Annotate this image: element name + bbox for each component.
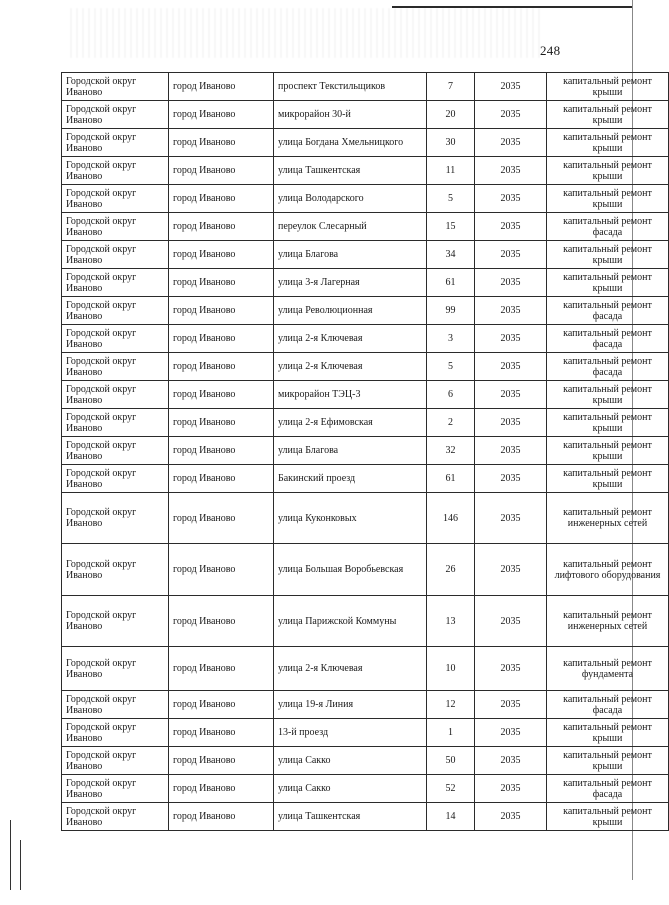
cell-vid-rabot: капитальный ремонт фасада	[547, 297, 669, 325]
cell-gorod: город Иваново	[169, 269, 274, 297]
cell-ulica: улица Сакко	[274, 775, 427, 803]
cell-god: 2035	[475, 241, 547, 269]
cell-god: 2035	[475, 269, 547, 297]
cell-okrug: Городской округ Иваново	[62, 719, 169, 747]
table-row	[62, 185, 669, 213]
cell-okrug: Городской округ Иваново	[62, 409, 169, 437]
cell-dom: 5	[427, 353, 475, 381]
cell-vid-rabot: капитальный ремонт крыши	[547, 381, 669, 409]
cell-vid-rabot: капитальный ремонт фасада	[547, 691, 669, 719]
cell-okrug: Городской округ Иваново	[62, 297, 169, 325]
cell-dom: 32	[427, 437, 475, 465]
cell-okrug: Городской округ Иваново	[62, 129, 169, 157]
cell-ulica: улица Парижской Коммуны	[274, 596, 427, 647]
cell-ulica: улица Ташкентская	[274, 157, 427, 185]
cell-vid-rabot: капитальный ремонт крыши	[547, 437, 669, 465]
cell-ulica: улица 3-я Лагерная	[274, 269, 427, 297]
cell-gorod: город Иваново	[169, 691, 274, 719]
table-row	[62, 803, 669, 831]
cell-vid-rabot: капитальный ремонт фасада	[547, 775, 669, 803]
cell-vid-rabot: капитальный ремонт лифтового оборудования	[547, 544, 669, 596]
cell-gorod: город Иваново	[169, 544, 274, 596]
cell-god: 2035	[475, 691, 547, 719]
cell-gorod: город Иваново	[169, 297, 274, 325]
cell-gorod: город Иваново	[169, 101, 274, 129]
cell-dom: 2	[427, 409, 475, 437]
cell-ulica: Бакинский проезд	[274, 465, 427, 493]
cell-vid-rabot: капитальный ремонт крыши	[547, 73, 669, 101]
cell-gorod: город Иваново	[169, 775, 274, 803]
cell-okrug: Городской округ Иваново	[62, 465, 169, 493]
cell-gorod: город Иваново	[169, 803, 274, 831]
cell-dom: 15	[427, 213, 475, 241]
cell-dom: 61	[427, 465, 475, 493]
table-row	[62, 269, 669, 297]
cell-okrug: Городской округ Иваново	[62, 775, 169, 803]
cell-ulica: улица Ташкентская	[274, 803, 427, 831]
cell-god: 2035	[475, 381, 547, 409]
cell-ulica: улица Володарского	[274, 185, 427, 213]
cell-gorod: город Иваново	[169, 647, 274, 691]
cell-vid-rabot: капитальный ремонт фасада	[547, 213, 669, 241]
cell-god: 2035	[475, 213, 547, 241]
table-row	[62, 381, 669, 409]
cell-vid-rabot: капитальный ремонт инженерных сетей	[547, 596, 669, 647]
cell-okrug: Городской округ Иваново	[62, 269, 169, 297]
cell-vid-rabot: капитальный ремонт крыши	[547, 157, 669, 185]
cell-dom: 61	[427, 269, 475, 297]
margin-line-left-2	[20, 840, 21, 890]
cell-ulica: улица 2-я Ключевая	[274, 647, 427, 691]
cell-okrug: Городской округ Иваново	[62, 691, 169, 719]
cell-dom: 6	[427, 381, 475, 409]
cell-gorod: город Иваново	[169, 381, 274, 409]
cell-god: 2035	[475, 493, 547, 544]
cell-dom: 30	[427, 129, 475, 157]
cell-gorod: город Иваново	[169, 465, 274, 493]
cell-gorod: город Иваново	[169, 409, 274, 437]
cell-ulica: улица Большая Воробьевская	[274, 544, 427, 596]
cell-dom: 50	[427, 747, 475, 775]
repair-schedule-table	[61, 72, 669, 831]
cell-gorod: город Иваново	[169, 241, 274, 269]
table-body	[62, 73, 669, 831]
page-number: 248	[540, 43, 561, 58]
cell-vid-rabot: капитальный ремонт крыши	[547, 129, 669, 157]
cell-gorod: город Иваново	[169, 325, 274, 353]
cell-gorod: город Иваново	[169, 157, 274, 185]
cell-okrug: Городской округ Иваново	[62, 353, 169, 381]
cell-god: 2035	[475, 437, 547, 465]
cell-gorod: город Иваново	[169, 185, 274, 213]
table-row	[62, 437, 669, 465]
table-row	[62, 353, 669, 381]
margin-line-left	[10, 820, 11, 890]
cell-ulica: 13-й проезд	[274, 719, 427, 747]
cell-gorod: город Иваново	[169, 437, 274, 465]
cell-vid-rabot: капитальный ремонт крыши	[547, 803, 669, 831]
cell-okrug: Городской округ Иваново	[62, 437, 169, 465]
cell-vid-rabot: капитальный ремонт инженерных сетей	[547, 493, 669, 544]
cell-vid-rabot: капитальный ремонт крыши	[547, 409, 669, 437]
cell-vid-rabot: капитальный ремонт крыши	[547, 465, 669, 493]
cell-gorod: город Иваново	[169, 213, 274, 241]
cell-god: 2035	[475, 544, 547, 596]
table-row	[62, 596, 669, 647]
cell-dom: 12	[427, 691, 475, 719]
table-row	[62, 775, 669, 803]
cell-ulica: улица Благова	[274, 437, 427, 465]
cell-vid-rabot: капитальный ремонт фасада	[547, 325, 669, 353]
cell-okrug: Городской округ Иваново	[62, 213, 169, 241]
cell-okrug: Городской округ Иваново	[62, 381, 169, 409]
cell-god: 2035	[475, 803, 547, 831]
cell-god: 2035	[475, 596, 547, 647]
cell-god: 2035	[475, 73, 547, 101]
cell-gorod: город Иваново	[169, 493, 274, 544]
cell-okrug: Городской округ Иваново	[62, 493, 169, 544]
cell-god: 2035	[475, 775, 547, 803]
cell-dom: 10	[427, 647, 475, 691]
cell-ulica: улица Благова	[274, 241, 427, 269]
cell-god: 2035	[475, 157, 547, 185]
cell-okrug: Городской округ Иваново	[62, 185, 169, 213]
cell-dom: 52	[427, 775, 475, 803]
cell-god: 2035	[475, 747, 547, 775]
table-row	[62, 213, 669, 241]
cell-dom: 13	[427, 596, 475, 647]
cell-okrug: Городской округ Иваново	[62, 157, 169, 185]
cell-dom: 3	[427, 325, 475, 353]
cell-god: 2035	[475, 409, 547, 437]
cell-ulica: переулок Слесарный	[274, 213, 427, 241]
cell-god: 2035	[475, 129, 547, 157]
top-rule	[392, 6, 632, 8]
cell-dom: 11	[427, 157, 475, 185]
cell-dom: 14	[427, 803, 475, 831]
cell-god: 2035	[475, 719, 547, 747]
cell-gorod: город Иваново	[169, 73, 274, 101]
table-row	[62, 493, 669, 544]
cell-god: 2035	[475, 297, 547, 325]
cell-ulica: проспект Текстильщиков	[274, 73, 427, 101]
cell-gorod: город Иваново	[169, 353, 274, 381]
cell-vid-rabot: капитальный ремонт крыши	[547, 719, 669, 747]
cell-dom: 20	[427, 101, 475, 129]
cell-ulica: улица Сакко	[274, 747, 427, 775]
cell-god: 2035	[475, 353, 547, 381]
scan-artifact	[70, 8, 540, 58]
table-row	[62, 544, 669, 596]
cell-god: 2035	[475, 647, 547, 691]
cell-ulica: улица Богдана Хмельницкого	[274, 129, 427, 157]
cell-ulica: микрорайон 30-й	[274, 101, 427, 129]
cell-dom: 1	[427, 719, 475, 747]
cell-vid-rabot: капитальный ремонт фасада	[547, 353, 669, 381]
cell-okrug: Городской округ Иваново	[62, 647, 169, 691]
table-row	[62, 157, 669, 185]
cell-vid-rabot: капитальный ремонт крыши	[547, 241, 669, 269]
cell-dom: 7	[427, 73, 475, 101]
cell-gorod: город Иваново	[169, 719, 274, 747]
cell-okrug: Городской округ Иваново	[62, 73, 169, 101]
cell-vid-rabot: капитальный ремонт крыши	[547, 747, 669, 775]
table-row	[62, 325, 669, 353]
cell-gorod: город Иваново	[169, 129, 274, 157]
cell-god: 2035	[475, 465, 547, 493]
table-row	[62, 719, 669, 747]
cell-ulica: улица 19-я Линия	[274, 691, 427, 719]
cell-dom: 5	[427, 185, 475, 213]
table-row	[62, 647, 669, 691]
table-row	[62, 101, 669, 129]
table-row	[62, 241, 669, 269]
cell-okrug: Городской округ Иваново	[62, 803, 169, 831]
cell-vid-rabot: капитальный ремонт фундамента	[547, 647, 669, 691]
cell-okrug: Городской округ Иваново	[62, 101, 169, 129]
cell-dom: 26	[427, 544, 475, 596]
cell-dom: 99	[427, 297, 475, 325]
cell-okrug: Городской округ Иваново	[62, 241, 169, 269]
table-row	[62, 747, 669, 775]
cell-ulica: улица 2-я Ключевая	[274, 353, 427, 381]
cell-vid-rabot: капитальный ремонт крыши	[547, 101, 669, 129]
table-row	[62, 409, 669, 437]
table-row	[62, 297, 669, 325]
cell-okrug: Городской округ Иваново	[62, 747, 169, 775]
table-row	[62, 129, 669, 157]
cell-ulica: улица 2-я Ключевая	[274, 325, 427, 353]
cell-gorod: город Иваново	[169, 596, 274, 647]
cell-god: 2035	[475, 185, 547, 213]
cell-god: 2035	[475, 101, 547, 129]
cell-okrug: Городской округ Иваново	[62, 544, 169, 596]
cell-gorod: город Иваново	[169, 747, 274, 775]
cell-okrug: Городской округ Иваново	[62, 325, 169, 353]
table-row	[62, 465, 669, 493]
cell-ulica: микрорайон ТЭЦ-3	[274, 381, 427, 409]
cell-ulica: улица Куконковых	[274, 493, 427, 544]
cell-vid-rabot: капитальный ремонт крыши	[547, 185, 669, 213]
cell-vid-rabot: капитальный ремонт крыши	[547, 269, 669, 297]
table-row	[62, 691, 669, 719]
cell-dom: 146	[427, 493, 475, 544]
cell-ulica: улица Революционная	[274, 297, 427, 325]
cell-ulica: улица 2-я Ефимовская	[274, 409, 427, 437]
cell-okrug: Городской округ Иваново	[62, 596, 169, 647]
cell-god: 2035	[475, 325, 547, 353]
table-row	[62, 73, 669, 101]
cell-dom: 34	[427, 241, 475, 269]
